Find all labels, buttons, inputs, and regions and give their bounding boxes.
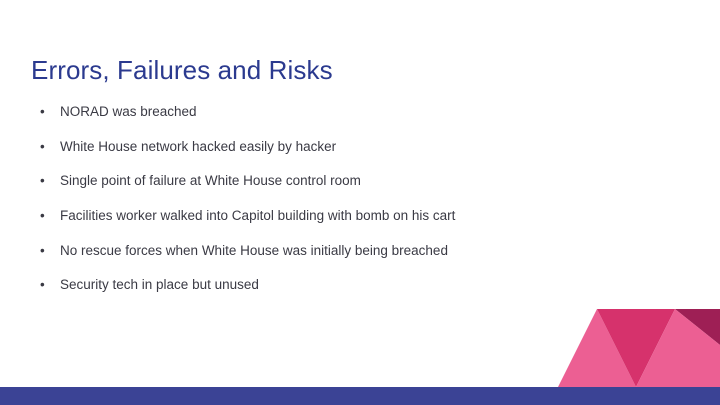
list-item-label: No rescue forces when White House was initially being breached: [60, 242, 448, 258]
list-item-label: Facilities worker walked into Capitol building with bomb on his cart: [60, 208, 456, 224]
list-item: [36, 139, 676, 155]
bottom-accent-bar: [0, 387, 720, 405]
list-item: [36, 277, 676, 293]
list-item: [36, 173, 676, 189]
list-item-label: NORAD was breached: [60, 104, 197, 119]
list-item-label: Single point of failure at White House control room: [60, 173, 361, 189]
bullet-marker-icon: •: [40, 208, 45, 224]
bullet-marker-icon: •: [40, 277, 45, 293]
bullet-marker-icon: •: [40, 104, 45, 119]
list-item-label: White House network hacked easily by hacker: [60, 138, 337, 154]
list-item: [36, 104, 676, 120]
list-item: [36, 208, 676, 224]
page-title: Errors, Failures and Risks: [31, 55, 333, 86]
list-item: [36, 243, 676, 259]
decorative-chevron-graphic: [480, 309, 720, 387]
bullet-list: [36, 104, 676, 312]
bullet-marker-icon: •: [40, 173, 45, 189]
bullet-marker-icon: •: [40, 138, 45, 154]
bullet-marker-icon: •: [40, 242, 45, 258]
list-item-label: Security tech in place but unused: [60, 277, 259, 293]
